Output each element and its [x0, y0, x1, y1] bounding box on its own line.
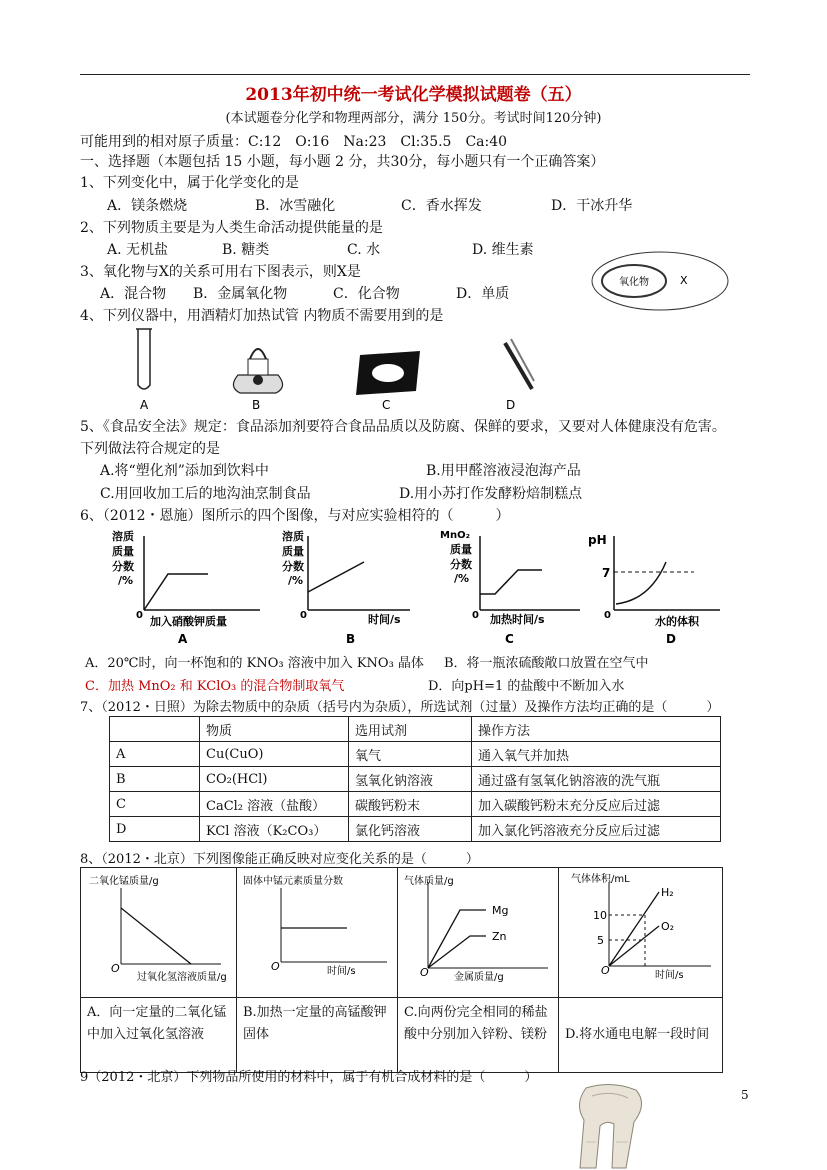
svg-text:7: 7: [602, 566, 611, 580]
q2-option-d: D. 维生素: [472, 242, 534, 258]
q8-graph-d: [559, 868, 723, 998]
svg-text:0: 0: [472, 610, 479, 621]
question-1-stem: 1、下列变化中，属于化学变化的是: [80, 175, 299, 191]
venn-diagram: [590, 250, 730, 312]
q5-option-a: A.将“塑化剂”添加到饮料中: [100, 463, 269, 479]
question-7-stem: 7、（2012・日照）为除去物质中的杂质（括号内为杂质），所选试剂（过量）及操作方法均正确的是（ ）: [80, 700, 720, 715]
q5-option-b: B.用甲醛溶液浸泡海产品: [426, 463, 581, 479]
svg-text:质量: 质量: [450, 543, 472, 556]
svg-text:溶质: 溶质: [282, 530, 304, 543]
svg-text:0: 0: [300, 610, 307, 621]
svg-text:溶质: 溶质: [112, 530, 134, 543]
table-row: C CaCl₂ 溶液（盐酸） 碳酸钙粉末 加入碳酸钙粉末充分反应后过滤: [110, 792, 721, 817]
svg-text:分数: 分数: [282, 560, 304, 573]
table-row: B CO₂(HCl) 氢氧化钠溶液 通过盛有氢氧化钠溶液的洗气瓶: [110, 767, 721, 792]
svg-text:/%: /%: [118, 574, 134, 587]
svg-text:D: D: [666, 632, 676, 646]
q3-option-d: D．单质: [456, 286, 510, 302]
q6-option-d: D．向pH=1 的盐酸中不断加入水: [428, 679, 625, 694]
svg-text:水的体积: 水的体积: [655, 615, 699, 628]
question-5-stem-cont: 下列做法符合规定的是: [80, 441, 220, 457]
svg-text:固体中锰元素质量分数: 固体中锰元素质量分数: [243, 876, 343, 887]
q6-graph-c: [440, 530, 580, 646]
q8-graph-c: [398, 868, 559, 998]
q8-graph-b: [237, 868, 398, 998]
svg-text:气体质量/g: 气体质量/g: [404, 876, 454, 887]
page-subtitle: (本试题卷分化学和物理两部分，满分 150分。考试时间120分钟): [225, 111, 602, 126]
svg-text:金属质量/g: 金属质量/g: [454, 972, 504, 983]
asbestos-gauze-icon: [356, 351, 420, 395]
svg-text:H₂: H₂: [661, 886, 674, 899]
svg-text:过氧化氢溶液质量/g: 过氧化氢溶液质量/g: [137, 972, 227, 983]
svg-text:时间/s: 时间/s: [327, 966, 356, 977]
q8-caption-a: A．向一定量的二氧化锰中加入过氧化氢溶液: [81, 998, 237, 1073]
q6-graphs: [110, 526, 730, 648]
q3-option-a: A．混合物: [100, 286, 167, 302]
svg-text:质量: 质量: [112, 545, 134, 558]
svg-text:MnO₂: MnO₂: [440, 530, 470, 541]
svg-text:分数: 分数: [450, 558, 472, 571]
q3-option-b: B．金属氧化物: [193, 286, 288, 302]
header-rule: [80, 74, 750, 75]
scarf-image: [556, 1082, 666, 1170]
q6-graph-a: [112, 529, 260, 646]
q2-option-a: A. 无机盐: [107, 242, 169, 258]
venn-outer-label: X: [680, 274, 688, 287]
svg-text:B: B: [346, 632, 356, 646]
svg-text:0: 0: [604, 610, 611, 621]
q6-graph-b: [282, 529, 410, 646]
svg-text:5: 5: [597, 934, 604, 947]
lab-apparatus: [130, 325, 550, 415]
question-3-stem: 3、氧化物与X的关系可用右下图表示，则X是: [80, 264, 361, 280]
svg-text:加热时间/s: 加热时间/s: [490, 613, 545, 626]
q2-option-c: C. 水: [347, 242, 381, 258]
apparatus-label-c: C: [382, 398, 391, 412]
svg-text:O: O: [271, 960, 280, 973]
q6-option-c: C．加热 MnO₂ 和 KClO₃ 的混合物制取氧气: [85, 679, 345, 694]
svg-text:分数: 分数: [112, 560, 134, 573]
svg-text:质量: 质量: [282, 545, 304, 558]
section-heading: 一、选择题（本题包括 15 小题，每小题 2 分，共30分，每小题只有一个正确答案）: [80, 154, 605, 170]
svg-text:pH: pH: [588, 533, 607, 547]
q5-option-d: D.用小苏打作发酵粉焙制糕点: [399, 486, 583, 502]
q1-option-c: C．香水挥发: [401, 198, 482, 214]
table-header-row: 物质 选用试剂 操作方法: [110, 717, 721, 742]
svg-text:0: 0: [136, 610, 143, 621]
q8-graph-a: [81, 868, 237, 998]
q2-option-b: B. 糖类: [222, 242, 270, 258]
alcohol-lamp-icon: [233, 349, 282, 393]
q8-caption-d: D.将水通电电解一段时间: [559, 998, 723, 1073]
svg-text:加入硝酸钾质量: 加入硝酸钾质量: [150, 615, 227, 628]
svg-text:/%: /%: [288, 574, 304, 587]
table-row: A Cu(CuO) 氧气 通入氧气并加热: [110, 742, 721, 767]
page-title: 2013年初中统一考试化学模拟试题卷（五）: [245, 85, 582, 105]
q6-option-b: B．将一瓶浓硫酸敞口放置在空气中: [444, 656, 649, 671]
svg-text:二氧化锰质量/g: 二氧化锰质量/g: [89, 876, 159, 887]
atomic-masses: 可能用到的相对原子质量：C:12 O:16 Na:23 Cl:35.5 Ca:40: [80, 134, 508, 150]
svg-text:10: 10: [593, 909, 607, 922]
page-number: 5: [741, 1088, 749, 1102]
svg-text:Zn: Zn: [492, 930, 507, 943]
q8-caption-c: C.向两份完全相同的稀盐酸中分别加入锌粉、镁粉: [398, 998, 559, 1073]
svg-text:/%: /%: [454, 572, 470, 585]
q5-option-c: C.用回收加工后的地沟油烹制食品: [100, 486, 311, 502]
question-6-stem: 6、（2012・恩施）图所示的四个图像，与对应实验相符的（ ）: [80, 508, 510, 524]
svg-text:气体体积/mL: 气体体积/mL: [571, 874, 630, 885]
svg-text:A: A: [178, 632, 188, 646]
svg-text:时间/s: 时间/s: [655, 970, 684, 981]
q3-option-c: C．化合物: [333, 286, 400, 302]
question-2-stem: 2、下列物质主要是为人类生命活动提供能量的是: [80, 220, 383, 236]
question-8-stem: 8、（2012・北京）下列图像能正确反映对应变化关系的是（ ）: [80, 852, 479, 867]
q1-option-d: D．干冰升华: [551, 198, 633, 214]
svg-text:O₂: O₂: [661, 920, 675, 933]
svg-text:时间/s: 时间/s: [368, 613, 401, 626]
q8-caption-b: B.加热一定量的高锰酸钾固体: [237, 998, 398, 1073]
svg-text:O: O: [601, 964, 610, 977]
svg-text:O: O: [111, 962, 120, 975]
apparatus-label-d: D: [506, 398, 516, 412]
question-4-stem: 4、下列仪器中，用酒精灯加热试管 内物质不需要用到的是: [80, 308, 444, 324]
q8-table: [80, 867, 723, 1073]
q1-option-b: B．冰雪融化: [255, 198, 336, 214]
question-9-stem: 9（2012・北京）下列物品所使用的材料中，属于有机合成材料的是（ ）: [80, 1070, 538, 1085]
test-tube-icon: [136, 329, 152, 389]
q7-table: [109, 716, 721, 842]
question-5-stem: 5、《食品安全法》规定：食品添加剂要符合食品品质以及防腐、保鲜的要求，又要对人体健康没有危害。: [80, 419, 726, 435]
apparatus-label-a: A: [140, 398, 149, 412]
venn-inner-label: 氧化物: [619, 277, 649, 288]
svg-text:C: C: [505, 632, 514, 646]
q6-graph-d: [588, 533, 720, 646]
apparatus-label-b: B: [252, 398, 261, 412]
q6-option-a: A．20℃时，向一杯饱和的 KNO₃ 溶液中加入 KNO₃ 晶体: [85, 656, 424, 671]
svg-text:Mg: Mg: [492, 904, 509, 917]
table-row: D KCl 溶液（K₂CO₃） 氯化钙溶液 加入氯化钙溶液充分反应后过滤: [110, 817, 721, 842]
svg-text:O: O: [420, 966, 429, 979]
q1-option-a: A．镁条燃烧: [107, 198, 188, 214]
test-tube-clamp-icon: [505, 339, 534, 389]
